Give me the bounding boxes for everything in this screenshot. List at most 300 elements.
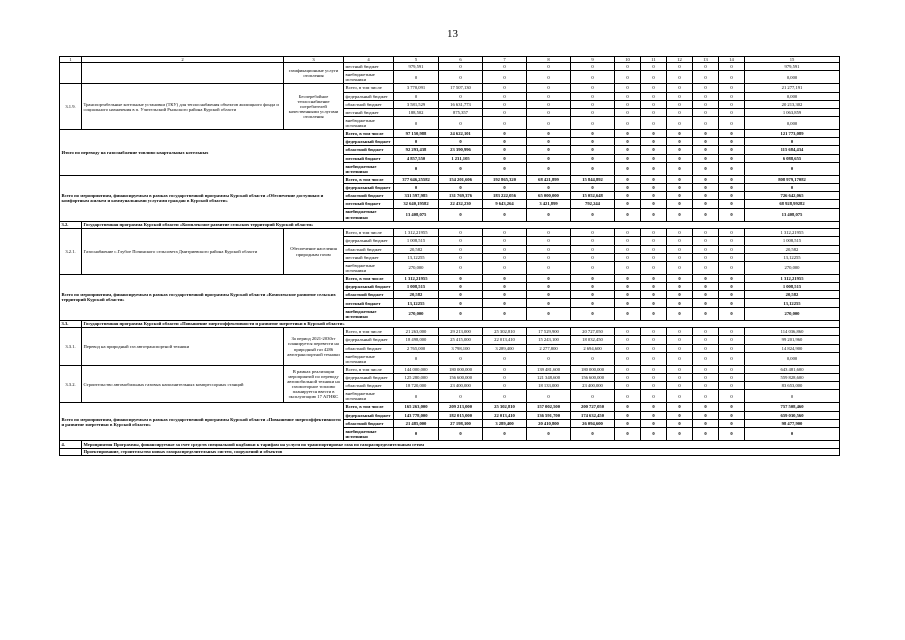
- column-number: 8: [527, 57, 571, 63]
- table-row: [60, 365, 840, 373]
- funding-source: внебюджетные источники: [344, 162, 394, 175]
- amount-cell: 0: [719, 307, 745, 320]
- measure-number: 3.3.2.: [60, 365, 82, 403]
- amount-cell: 0: [719, 411, 745, 419]
- amount-cell: 0: [667, 108, 693, 116]
- amount-cell: 0: [667, 403, 693, 411]
- amount-cell: 0: [693, 245, 719, 253]
- amount-cell: 0: [667, 138, 693, 146]
- amount-cell: 0: [439, 71, 483, 84]
- amount-cell: 659 030,560: [745, 411, 840, 419]
- amount-cell: 0: [571, 84, 615, 92]
- amount-cell: 331 597,985: [394, 192, 439, 200]
- amount-cell: 0: [394, 427, 439, 440]
- amount-cell: 0: [719, 352, 745, 365]
- amount-cell: 270,000: [394, 307, 439, 320]
- measure-number: 3.1.9.: [60, 84, 82, 130]
- amount-cell: 20 727,050: [571, 328, 615, 336]
- amount-cell: 16 631,773: [439, 100, 483, 108]
- measure-result: За период 2021-2030гг планируется перевести на природный газ 4286 автотранспортной техники: [284, 328, 344, 366]
- amount-cell: 0: [439, 184, 483, 192]
- total-label: Всего по мероприятиям, финансируемым в рамках государственной программы Курской области «Обеспечение доступным и комфортным жильем и коммунальными услугами граждан в Курской области»: [60, 175, 344, 221]
- amount-cell: 15 052,648: [571, 192, 615, 200]
- amount-cell: 0: [693, 336, 719, 344]
- amount-cell: 0: [719, 192, 745, 200]
- amount-cell: 0: [745, 138, 840, 146]
- amount-cell: 0: [641, 229, 667, 237]
- amount-cell: 0: [615, 162, 641, 175]
- section-header-row: [60, 320, 840, 328]
- amount-cell: 0: [483, 253, 527, 261]
- amount-cell: 13,12255: [394, 253, 439, 261]
- table-row: [60, 63, 840, 71]
- amount-cell: 0: [693, 328, 719, 336]
- measure-number: 3.2.1.: [60, 229, 82, 275]
- amount-cell: 0: [667, 71, 693, 84]
- amount-cell: 17 529,900: [527, 328, 571, 336]
- amount-cell: 0: [719, 374, 745, 382]
- amount-cell: 0: [641, 84, 667, 92]
- amount-cell: 83 653,000: [745, 382, 840, 390]
- amount-cell: 0: [615, 92, 641, 100]
- amount-cell: 0: [693, 261, 719, 274]
- section-subtitle: Проектирование, строительство новых газораспределительных систем, сооружений и объектов: [82, 448, 840, 456]
- amount-cell: 0: [439, 237, 483, 245]
- amount-cell: 15 243,100: [527, 336, 571, 344]
- amount-cell: 0: [667, 117, 693, 130]
- amount-cell: 2 765,000: [394, 344, 439, 352]
- amount-cell: 0: [571, 352, 615, 365]
- table-row: [60, 229, 840, 237]
- amount-cell: 0: [719, 245, 745, 253]
- amount-cell: 0: [641, 184, 667, 192]
- amount-cell: 2 277,800: [527, 344, 571, 352]
- amount-cell: 0: [641, 336, 667, 344]
- funding-source: областной бюджет: [344, 146, 394, 154]
- amount-cell: 0: [615, 411, 641, 419]
- funding-source: местный бюджет: [344, 253, 394, 261]
- amount-cell: 0: [719, 184, 745, 192]
- amount-cell: 0: [527, 274, 571, 282]
- amount-cell: 13,12255: [394, 299, 439, 307]
- funding-source: федеральный бюджет: [344, 92, 394, 100]
- amount-cell: 270,000: [394, 261, 439, 274]
- amount-cell: 0: [693, 71, 719, 84]
- amount-cell: 0: [693, 175, 719, 183]
- amount-cell: 0: [667, 344, 693, 352]
- amount-cell: 0: [527, 229, 571, 237]
- amount-cell: 0: [571, 427, 615, 440]
- amount-cell: 0: [527, 184, 571, 192]
- amount-cell: 3 289,400: [483, 419, 527, 427]
- amount-cell: 0: [571, 184, 615, 192]
- amount-cell: 180 000,000: [439, 365, 483, 373]
- amount-cell: 0: [693, 63, 719, 71]
- amount-cell: 9 643,264: [483, 200, 527, 208]
- amount-cell: 18 133,000: [527, 382, 571, 390]
- funding-source: Всего, в том числе: [344, 403, 394, 411]
- amount-cell: 792,244: [571, 200, 615, 208]
- amount-cell: 121 348,600: [527, 374, 571, 382]
- amount-cell: 0: [394, 352, 439, 365]
- amount-cell: 1 008,515: [745, 237, 840, 245]
- funding-source: внебюджетные источники: [344, 390, 394, 403]
- amount-cell: 0: [693, 374, 719, 382]
- amount-cell: 0: [641, 299, 667, 307]
- amount-cell: 0: [719, 146, 745, 154]
- amount-cell: 0: [527, 71, 571, 84]
- column-number: 7: [483, 57, 527, 63]
- funding-source: Всего, в том числе: [344, 328, 394, 336]
- amount-cell: 68 421,899: [527, 175, 571, 183]
- amount-cell: 0: [641, 365, 667, 373]
- amount-cell: 0: [483, 84, 527, 92]
- amount-cell: 0: [641, 261, 667, 274]
- amount-cell: 0: [615, 283, 641, 291]
- amount-cell: 0: [527, 84, 571, 92]
- amount-cell: 0: [527, 130, 571, 138]
- amount-cell: 0: [615, 84, 641, 92]
- funding-source: областной бюджет: [344, 192, 394, 200]
- total-label: Итого по переводу на газоснабжение топливо квартальных котельных: [60, 130, 344, 176]
- section-title: Государственная программа Курской области «Комплексное развитие сельских территорий Курской области»: [82, 221, 840, 229]
- amount-cell: 1 008,515: [745, 283, 840, 291]
- amount-cell: 0: [693, 130, 719, 138]
- amount-cell: 22 013,410: [483, 336, 527, 344]
- amount-cell: 0: [719, 382, 745, 390]
- amount-cell: 25 415,000: [439, 336, 483, 344]
- amount-cell: 0: [615, 382, 641, 390]
- amount-cell: 131 769,376: [439, 192, 483, 200]
- amount-cell: 0: [615, 403, 641, 411]
- amount-cell: 23 400,000: [571, 382, 615, 390]
- amount-cell: 0: [667, 130, 693, 138]
- amount-cell: 0: [615, 352, 641, 365]
- amount-cell: 0: [439, 352, 483, 365]
- amount-cell: 0: [693, 192, 719, 200]
- amount-cell: 0: [693, 184, 719, 192]
- total-row: [60, 403, 840, 411]
- amount-cell: 979,591: [394, 63, 439, 71]
- amount-cell: 0: [527, 299, 571, 307]
- amount-cell: 1 312,21955: [745, 229, 840, 237]
- amount-cell: 0: [615, 274, 641, 282]
- amount-cell: 0,000: [745, 71, 840, 84]
- amount-cell: 0: [641, 208, 667, 221]
- amount-cell: 0: [615, 328, 641, 336]
- amount-cell: 99 201,960: [745, 336, 840, 344]
- amount-cell: 0: [571, 299, 615, 307]
- funding-source: федеральный бюджет: [344, 336, 394, 344]
- amount-cell: 0: [641, 427, 667, 440]
- amount-cell: 0: [571, 100, 615, 108]
- amount-cell: 139 481,600: [527, 365, 571, 373]
- section-number: 3.2.: [60, 221, 82, 229]
- funding-source: внебюджетные источники: [344, 261, 394, 274]
- amount-cell: 0: [483, 130, 527, 138]
- amount-cell: 0: [615, 253, 641, 261]
- page-number: 13: [447, 28, 458, 40]
- amount-cell: 0: [667, 352, 693, 365]
- measure-name: Транспортабельные котельные установки (ТКУ) для теплоснабжения объектов жилищного фонда и социального назначения в п. Учительский Рыльского района Курской области: [82, 84, 284, 130]
- amount-cell: 0: [483, 100, 527, 108]
- amount-cell: 1 008,515: [394, 283, 439, 291]
- amount-cell: 0,000: [745, 117, 840, 130]
- amount-cell: 18 720,000: [394, 382, 439, 390]
- amount-cell: 0: [527, 307, 571, 320]
- amount-cell: 0: [571, 274, 615, 282]
- amount-cell: 20,582: [745, 245, 840, 253]
- total-label: Всего по мероприятиям, финансируемым в рамках государственной программы Курской области «Комплексное развитие сельских территорий Курской области»: [60, 274, 344, 320]
- amount-cell: 0: [719, 108, 745, 116]
- amount-cell: 0: [483, 184, 527, 192]
- amount-cell: 0: [667, 382, 693, 390]
- amount-cell: 115 684,434: [745, 146, 840, 154]
- amount-cell: 0: [394, 138, 439, 146]
- amount-cell: 0: [394, 184, 439, 192]
- amount-cell: 182 015,000: [439, 411, 483, 419]
- amount-cell: 0: [615, 261, 641, 274]
- amount-cell: 180 000,000: [571, 365, 615, 373]
- funding-source: областной бюджет: [344, 100, 394, 108]
- amount-cell: 0: [667, 92, 693, 100]
- amount-cell: 0: [693, 283, 719, 291]
- table-row: [60, 328, 840, 336]
- amount-cell: 6 088,655: [745, 154, 840, 162]
- funding-source: местный бюджет: [344, 108, 394, 116]
- amount-cell: 0: [693, 365, 719, 373]
- amount-cell: 0: [667, 245, 693, 253]
- amount-cell: 0: [483, 208, 527, 221]
- section-number: 3.3.: [60, 320, 82, 328]
- amount-cell: 0: [641, 71, 667, 84]
- amount-cell: 0: [571, 71, 615, 84]
- amount-cell: 0: [667, 291, 693, 299]
- amount-cell: 0: [615, 154, 641, 162]
- amount-cell: 0: [615, 344, 641, 352]
- amount-cell: 0: [641, 117, 667, 130]
- measure-number: 3.3.1.: [60, 328, 82, 366]
- amount-cell: 0: [641, 283, 667, 291]
- amount-cell: 0: [693, 237, 719, 245]
- amount-cell: 0: [439, 299, 483, 307]
- amount-cell: 0: [483, 92, 527, 100]
- amount-cell: 13 408,075: [394, 208, 439, 221]
- amount-cell: 0: [667, 100, 693, 108]
- measure-name: Перевод на природный газ автотранспортной техники: [82, 328, 284, 366]
- amount-cell: 0: [693, 419, 719, 427]
- amount-cell: 0: [641, 291, 667, 299]
- amount-cell: 0: [615, 208, 641, 221]
- budget-sheet: [59, 56, 839, 456]
- funding-source: федеральный бюджет: [344, 138, 394, 146]
- amount-cell: 0: [615, 184, 641, 192]
- amount-cell: 0: [667, 229, 693, 237]
- column-number: 6: [439, 57, 483, 63]
- amount-cell: 3 770,091: [394, 84, 439, 92]
- amount-cell: 125 280,000: [394, 374, 439, 382]
- funding-source: федеральный бюджет: [344, 283, 394, 291]
- amount-cell: 0: [439, 253, 483, 261]
- amount-cell: 0: [483, 299, 527, 307]
- amount-cell: 0: [745, 427, 840, 440]
- funding-source: Всего, в том числе: [344, 130, 394, 138]
- amount-cell: 68 928,99282: [745, 200, 840, 208]
- amount-cell: 23 400,000: [439, 382, 483, 390]
- funding-source: местный бюджет: [344, 63, 394, 71]
- amount-cell: 0: [527, 291, 571, 299]
- funding-source: Всего, в том числе: [344, 274, 394, 282]
- amount-cell: 0: [667, 274, 693, 282]
- column-number: 11: [641, 57, 667, 63]
- amount-cell: 13 408,075: [745, 208, 840, 221]
- amount-cell: 0: [527, 154, 571, 162]
- column-number: 13: [693, 57, 719, 63]
- amount-cell: 14 824,900: [745, 344, 840, 352]
- amount-cell: 0: [439, 390, 483, 403]
- amount-cell: 0: [719, 299, 745, 307]
- amount-cell: 0: [719, 274, 745, 282]
- amount-cell: 0: [693, 274, 719, 282]
- amount-cell: 0: [483, 365, 527, 373]
- amount-cell: 65 000,000: [527, 192, 571, 200]
- amount-cell: 0: [641, 274, 667, 282]
- amount-cell: 0: [719, 336, 745, 344]
- amount-cell: 4 857,550: [394, 154, 439, 162]
- amount-cell: 0: [615, 365, 641, 373]
- funding-source: местный бюджет: [344, 154, 394, 162]
- amount-cell: 0: [693, 403, 719, 411]
- amount-cell: 0: [719, 328, 745, 336]
- amount-cell: 0: [527, 208, 571, 221]
- amount-cell: 0: [394, 162, 439, 175]
- amount-cell: 183 222,056: [483, 192, 527, 200]
- amount-cell: 0: [719, 130, 745, 138]
- amount-cell: 0: [667, 84, 693, 92]
- amount-cell: 0: [693, 411, 719, 419]
- amount-cell: 0: [527, 261, 571, 274]
- measure-number: [60, 63, 82, 84]
- amount-cell: 3 581,529: [394, 100, 439, 108]
- measure-name: [82, 63, 284, 84]
- amount-cell: 0: [439, 291, 483, 299]
- amount-cell: 0: [615, 336, 641, 344]
- amount-cell: 0: [571, 307, 615, 320]
- funding-source: Всего, в том числе: [344, 229, 394, 237]
- amount-cell: 0: [571, 92, 615, 100]
- amount-cell: 0: [667, 184, 693, 192]
- amount-cell: 29 213,000: [439, 328, 483, 336]
- amount-cell: 0: [394, 71, 439, 84]
- amount-cell: 0: [641, 108, 667, 116]
- amount-cell: 0: [483, 229, 527, 237]
- amount-cell: 13,12255: [745, 299, 840, 307]
- amount-cell: 0: [483, 374, 527, 382]
- amount-cell: 0: [615, 192, 641, 200]
- amount-cell: 0: [439, 307, 483, 320]
- amount-cell: 0: [667, 261, 693, 274]
- amount-cell: 0: [483, 117, 527, 130]
- total-label: Всего по мероприятиям, финансируемым в рамках государственной программы Курской области «Повышение энергоэффективности и развитие энергетики в Курской области»: [60, 403, 344, 441]
- section-number: [60, 448, 82, 456]
- amount-cell: 0: [641, 352, 667, 365]
- amount-cell: 0: [483, 71, 527, 84]
- amount-cell: 0: [667, 175, 693, 183]
- amount-cell: 15 844,892: [571, 175, 615, 183]
- measure-result: Обеспечение населения природным газом: [284, 229, 344, 275]
- amount-cell: 0: [641, 130, 667, 138]
- amount-cell: 726 642,065: [745, 192, 840, 200]
- amount-cell: 0: [527, 117, 571, 130]
- amount-cell: 0: [719, 71, 745, 84]
- amount-cell: 0: [667, 154, 693, 162]
- amount-cell: 0: [667, 208, 693, 221]
- column-number: 3: [284, 57, 344, 63]
- amount-cell: 0: [693, 253, 719, 261]
- amount-cell: 0: [641, 63, 667, 71]
- column-number: 12: [667, 57, 693, 63]
- amount-cell: 0: [667, 192, 693, 200]
- amount-cell: 0: [439, 208, 483, 221]
- funding-source: областной бюджет: [344, 382, 394, 390]
- amount-cell: 0: [693, 117, 719, 130]
- amount-cell: 0: [483, 283, 527, 291]
- amount-cell: 0: [641, 307, 667, 320]
- amount-cell: 192 865,320: [483, 175, 527, 183]
- amount-cell: 0: [719, 390, 745, 403]
- amount-cell: 0: [693, 229, 719, 237]
- amount-cell: 26 094,600: [571, 419, 615, 427]
- amount-cell: 0: [719, 200, 745, 208]
- amount-cell: 377 646,25582: [394, 175, 439, 183]
- amount-cell: 0: [615, 146, 641, 154]
- amount-cell: 0: [641, 138, 667, 146]
- amount-cell: 0: [719, 261, 745, 274]
- amount-cell: 0: [667, 307, 693, 320]
- total-row: [60, 274, 840, 282]
- amount-cell: 0: [667, 419, 693, 427]
- amount-cell: 0: [667, 328, 693, 336]
- amount-cell: 156 600,000: [571, 374, 615, 382]
- amount-cell: 0: [719, 237, 745, 245]
- amount-cell: 808 979,17082: [745, 175, 840, 183]
- amount-cell: 0: [719, 92, 745, 100]
- table-row: [60, 84, 840, 92]
- amount-cell: 156 600,000: [439, 374, 483, 382]
- amount-cell: 0: [615, 100, 641, 108]
- section-title: Государственная программа Курской области «Повышение энергоэффективности и развитие энергетики в Курской области»: [82, 320, 840, 328]
- section-header-row: [60, 221, 840, 229]
- amount-cell: 0: [571, 146, 615, 154]
- amount-cell: 0: [483, 352, 527, 365]
- amount-cell: 136 591,700: [527, 411, 571, 419]
- amount-cell: 0: [667, 253, 693, 261]
- funding-source: областной бюджет: [344, 291, 394, 299]
- amount-cell: 121 773,089: [745, 130, 840, 138]
- amount-cell: 643 481,600: [745, 365, 840, 373]
- amount-cell: 0: [527, 92, 571, 100]
- amount-cell: 0: [527, 146, 571, 154]
- amount-cell: 0: [615, 117, 641, 130]
- amount-cell: 20,582: [394, 291, 439, 299]
- amount-cell: 0: [615, 229, 641, 237]
- amount-cell: 0: [527, 427, 571, 440]
- amount-cell: 0: [527, 100, 571, 108]
- amount-cell: 0: [745, 184, 840, 192]
- amount-cell: 0: [439, 245, 483, 253]
- amount-cell: 0: [615, 427, 641, 440]
- amount-cell: 0: [394, 117, 439, 130]
